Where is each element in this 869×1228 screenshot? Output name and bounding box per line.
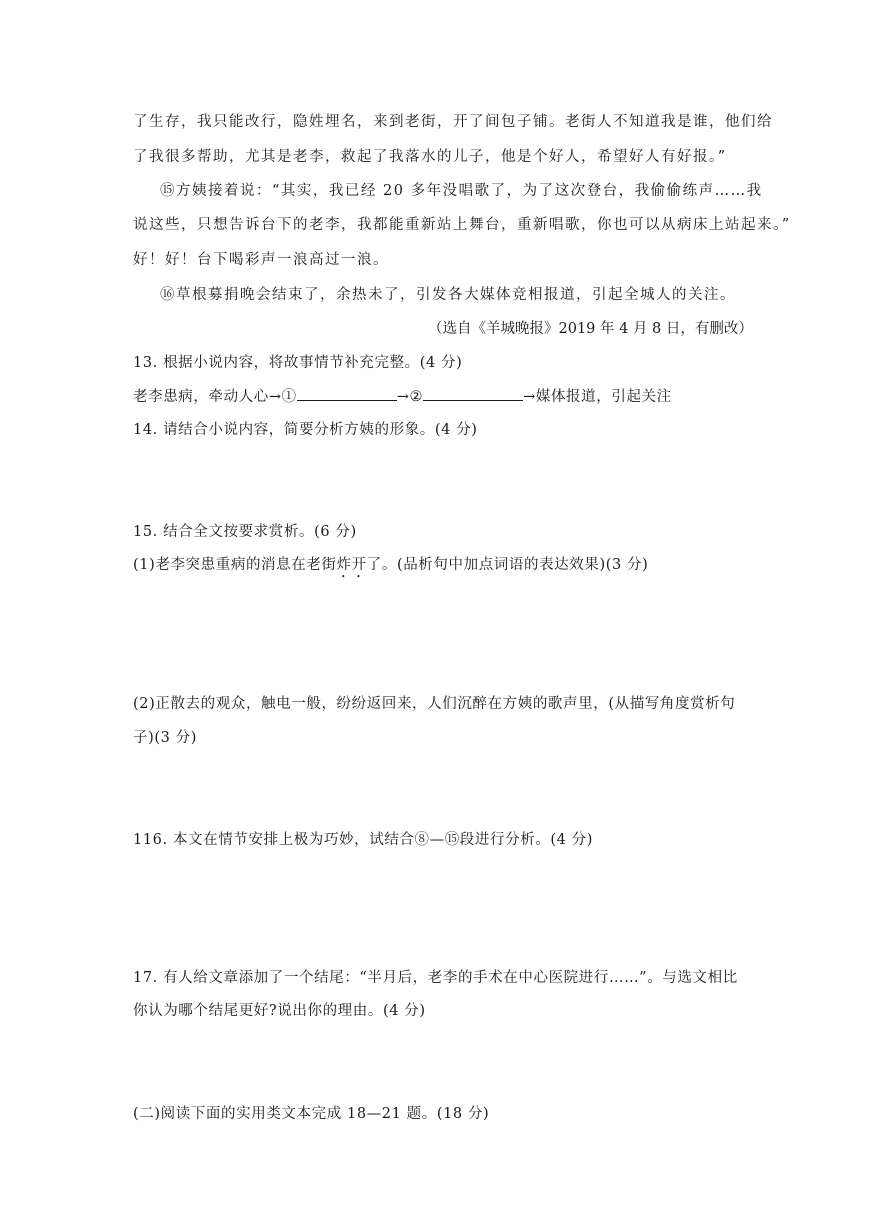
answer-blank-1[interactable]: [297, 386, 397, 401]
question-13-flow: [133, 386, 672, 407]
question-14: 14. 请结合小说内容，简要分析方姨的形象。(4 分): [133, 422, 478, 438]
passage-p14-line1: 了生存，我只能改行，隐姓埋名，来到老街，开了间包子铺。老街人不知道我是谁，他们给: [133, 114, 773, 130]
question-17-line2: 你认为哪个结尾更好?说出你的理由。(4 分): [133, 1003, 426, 1019]
passage-p15-line2: 说这些，只想告诉台下的老李，我都能重新站上舞台，重新唱歌，你也可以从病床上站起来。”: [133, 217, 791, 233]
passage-source: （选自《羊城晚报》2019 年 4 月 8 日，有删改）: [428, 321, 753, 337]
section-2-heading: (二)阅读下面的实用类文本完成 18—21 题。(18 分): [133, 1106, 490, 1122]
question-17-line1: 17. 有人给文章添加了一个结尾：“半月后，老李的手术在中心医院进行……”。与选文相比: [133, 970, 738, 986]
flow-end: →媒体报道，引起关注: [523, 389, 672, 405]
question-15-2-line1: (2)正散去的观众，触电一般，纷纷返回来，人们沉醉在方姨的歌声里，(从描写角度赏析句: [133, 696, 736, 712]
q15-1-dotted-word: 炸开: [336, 557, 367, 573]
answer-blank-2[interactable]: [423, 386, 523, 401]
question-13: 13. 根据小说内容，将故事情节补充完整。(4 分): [133, 355, 463, 371]
question-15-2-line2: 子)(3 分): [133, 730, 198, 746]
question-15: 15. 结合全文按要求赏析。(6 分): [133, 524, 357, 540]
flow-arrow-2: →②: [396, 389, 424, 405]
question-15-1: [133, 555, 648, 581]
q15-1-pre: (1)老李突患重病的消息在老街: [133, 557, 337, 573]
passage-p14-line2: 了我很多帮助，尤其是老李，救起了我落水的儿子，他是个好人，希望好人有好报。”: [133, 149, 727, 165]
passage-p16: ⑯草根募捐晚会结束了，余热未了，引发各大媒体竞相报道，引起全城人的关注。: [160, 287, 736, 303]
flow-start: 老李患病，牵动人心→①: [133, 389, 297, 405]
passage-p15-line1: ⑮方姨接着说：“其实，我已经 20 多年没唱歌了，为了这次登台，我偷偷练声……我: [160, 183, 763, 199]
question-16: 116. 本文在情节安排上极为巧妙，试结合⑧—⑮段进行分析。(4 分): [133, 832, 594, 848]
passage-p15-line3: 好！好！台下喝彩声一浪高过一浪。: [133, 252, 389, 268]
q15-1-post: 了。(品析句中加点词语的表达效果)(3 分): [366, 557, 649, 573]
